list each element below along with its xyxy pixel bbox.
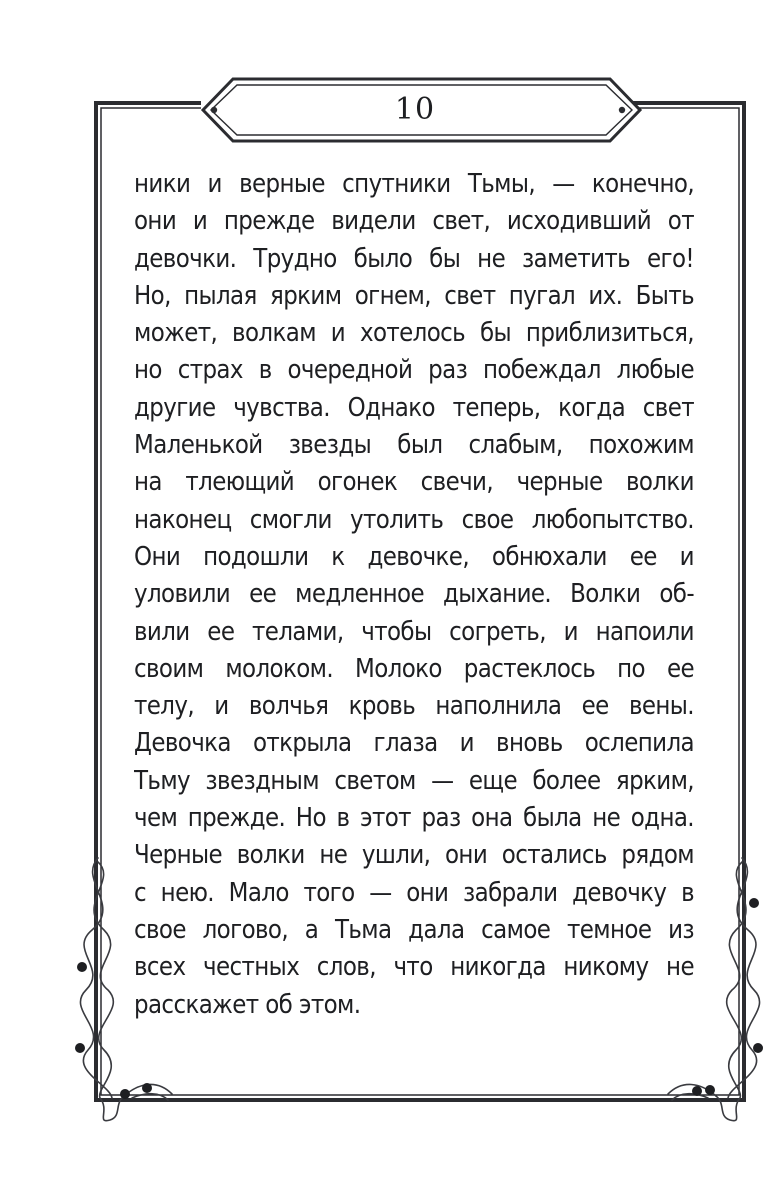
body-text xyxy=(134,166,694,1024)
text-line: телу, и волчья кровь наполнила ее вены. xyxy=(134,691,694,722)
text-line: свое логово, а Тьма дала самое темное из xyxy=(134,914,694,945)
text-line: на тлеющий огонек свечи, черные волки xyxy=(134,467,694,498)
text-line: но страх в очередной раз побеждал любые xyxy=(134,355,694,386)
text-line: Девочка открыла глаза и вновь ослепила xyxy=(134,728,694,759)
text-line: своим молоком. Молоко растеклось по ее xyxy=(134,653,694,684)
text-line: Маленькой звезды был слабым, похожим xyxy=(134,430,694,461)
text-line: вили ее телами, чтобы согреть, и напоили xyxy=(134,616,694,647)
text-line: уловили ее медленное дыхание. Волки об- xyxy=(134,579,694,610)
text-line: Но, пылая ярким огнем, свет пугал их. Быть xyxy=(134,280,694,311)
text-line: Черные волки не ушли, они остались рядом xyxy=(134,840,694,871)
text-line: всех честных слов, что никогда никому не xyxy=(134,952,694,983)
text-line: чем прежде. Но в этот раз она была не одна. xyxy=(134,803,694,834)
text-line: может, волкам и хотелось бы приблизиться, xyxy=(134,318,694,349)
text-line: Они подошли к девочке, обнюхали ее и xyxy=(134,541,694,572)
text-line: они и прежде видели свет, исходивший от xyxy=(134,206,694,237)
cartouche-dot-left xyxy=(211,107,217,113)
text-line: другие чувства. Однако теперь, когда свет xyxy=(134,392,694,423)
text-line: Тьму звездным светом — еще более ярким, xyxy=(134,765,694,796)
text-line: наконец смогли утолить свое любопытство. xyxy=(134,504,694,535)
cartouche-dot-right xyxy=(619,107,625,113)
text-line: с нею. Мало того — они забрали девочку в xyxy=(134,877,694,908)
text-line: девочки. Трудно было бы не заметить его! xyxy=(134,243,694,274)
text-line-last: расскажет об этом. xyxy=(134,989,361,1020)
text-line: ники и верные спутники Тьмы, — конечно, xyxy=(134,169,694,199)
page-number: 10 xyxy=(394,92,436,127)
